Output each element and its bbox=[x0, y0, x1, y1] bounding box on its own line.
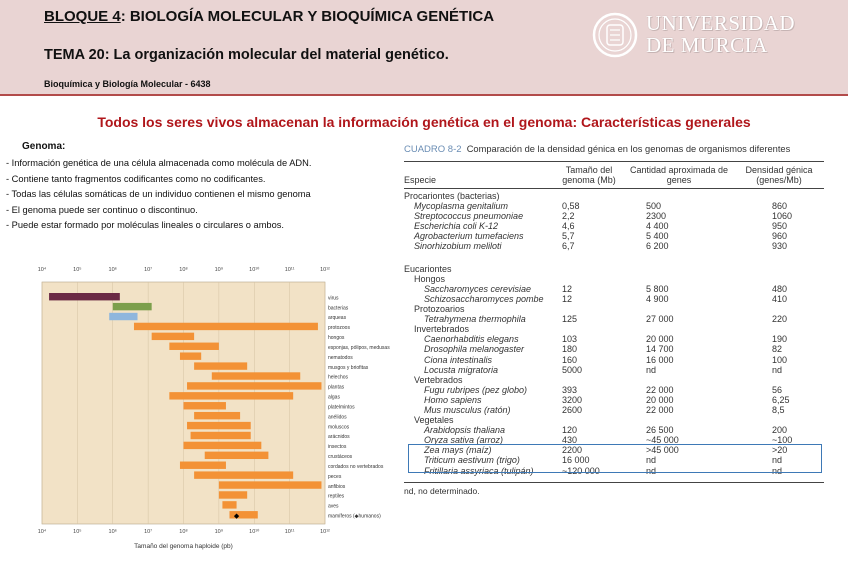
species-cell: Saccharomyces cerevisiae bbox=[424, 283, 532, 294]
value-cell bbox=[624, 324, 734, 334]
value-cell bbox=[554, 324, 624, 334]
chart-category-label: platelmintos bbox=[328, 404, 355, 411]
university-wordmark: UNIVERSIDAD DE MURCIA bbox=[646, 11, 795, 57]
value-cell: 5 400 bbox=[646, 231, 669, 242]
value-cell bbox=[554, 375, 624, 385]
species-cell: Eucariontes bbox=[404, 263, 452, 274]
table-row bbox=[404, 252, 824, 262]
chart-tick-label: 10¹⁰ bbox=[249, 529, 260, 535]
value-cell: 180 bbox=[562, 344, 578, 355]
species-cell: Fugu rubripes (pez globo) bbox=[424, 384, 528, 395]
chart-category-label: anélidos bbox=[328, 414, 347, 421]
value-cell: 860 bbox=[772, 201, 788, 212]
chart-tick-label: 10⁸ bbox=[179, 529, 188, 535]
species-cell: Invertebrados bbox=[414, 324, 470, 335]
species-cell: Triticum aestivum (trigo) bbox=[424, 455, 520, 466]
chart-bar bbox=[184, 442, 262, 449]
value-cell: 6,25 bbox=[772, 394, 790, 405]
value-cell: 8,5 bbox=[772, 404, 785, 415]
university-logo bbox=[592, 10, 842, 66]
value-cell bbox=[734, 189, 824, 202]
table-row bbox=[404, 294, 824, 304]
value-cell: 5000 bbox=[562, 364, 583, 375]
chart-category-label: nematodos bbox=[328, 354, 353, 361]
value-cell bbox=[624, 375, 734, 385]
value-cell: 2600 bbox=[562, 404, 583, 415]
chart-tick-label-top: 10⁸ bbox=[179, 267, 188, 273]
value-cell: 393 bbox=[562, 384, 578, 395]
value-cell: 27 000 bbox=[646, 314, 674, 325]
species-cell bbox=[404, 252, 554, 262]
chart-bar bbox=[169, 392, 293, 399]
species-cell: Ciona intestinalis bbox=[424, 354, 493, 365]
table-footnote: nd, no determinado. bbox=[404, 482, 824, 496]
value-cell bbox=[554, 189, 624, 202]
value-cell: 190 bbox=[772, 334, 788, 345]
value-cell: 125 bbox=[562, 314, 578, 325]
table-row bbox=[404, 231, 824, 241]
chart-bar bbox=[152, 333, 194, 340]
column-header: Especie bbox=[404, 175, 437, 185]
species-cell: Mycoplasma genitalium bbox=[414, 201, 509, 212]
species-cell: Tetrahymena thermophila bbox=[424, 314, 526, 325]
table-row bbox=[404, 201, 824, 211]
value-cell: 480 bbox=[772, 283, 788, 294]
chart-bar bbox=[109, 313, 137, 320]
value-cell bbox=[734, 375, 824, 385]
university-seal-icon bbox=[592, 12, 638, 58]
chart-tick-label: 10⁴ bbox=[37, 529, 47, 535]
value-cell bbox=[554, 262, 624, 274]
value-cell bbox=[734, 304, 824, 314]
chart-bar bbox=[194, 362, 247, 369]
table-row bbox=[404, 405, 824, 415]
value-cell bbox=[554, 274, 624, 284]
value-cell: nd bbox=[646, 364, 657, 375]
value-cell: 16 000 bbox=[562, 455, 590, 466]
chart-bar bbox=[194, 471, 293, 478]
table-row bbox=[404, 425, 824, 435]
column-header: Tamaño del genoma (Mb) bbox=[562, 165, 616, 185]
value-cell: 4 400 bbox=[646, 221, 669, 232]
species-cell: Vegetales bbox=[414, 415, 454, 426]
value-cell: 22 000 bbox=[646, 404, 674, 415]
chart-category-label: moluscos bbox=[328, 424, 350, 431]
chart-category-label: protozoos bbox=[328, 325, 350, 332]
value-cell: 220 bbox=[772, 314, 788, 325]
table-row bbox=[404, 284, 824, 294]
chart-category-label: plantas bbox=[328, 384, 345, 391]
table-row bbox=[404, 324, 824, 334]
human-marker: ◆ bbox=[233, 513, 240, 520]
value-cell: ~100 bbox=[772, 435, 793, 446]
chart-category-label: insectos bbox=[328, 444, 347, 451]
chart-category-label: hongos bbox=[328, 335, 345, 342]
value-cell bbox=[624, 415, 734, 425]
genome-size-chart-svg bbox=[30, 262, 390, 558]
slide-subtitle: Todos los seres vivos almacenan la información genética en el genoma: Características generales bbox=[97, 114, 751, 130]
value-cell bbox=[734, 324, 824, 334]
species-cell: Drosophila melanogaster bbox=[424, 344, 525, 355]
table-row bbox=[404, 355, 824, 365]
chart-bar bbox=[187, 422, 251, 429]
species-cell: Hongos bbox=[414, 273, 446, 284]
asignatura-label: Bioquímica y Biología Molecular - 6438 bbox=[44, 79, 211, 89]
list-item: - Puede estar formado por moléculas lineales o circulares o ambos. bbox=[6, 220, 285, 230]
value-cell: nd bbox=[772, 465, 783, 476]
column-header: Densidad génica (genes/Mb) bbox=[745, 165, 813, 185]
chart-bar bbox=[113, 303, 152, 310]
chart-bar bbox=[180, 462, 226, 469]
chart-tick-label: 10⁷ bbox=[144, 529, 153, 535]
value-cell: 160 bbox=[562, 354, 578, 365]
species-cell: Mus musculus (ratón) bbox=[424, 404, 511, 415]
table-row bbox=[404, 241, 824, 251]
value-cell: 5 800 bbox=[646, 283, 669, 294]
species-cell: Zea mays (maíz) bbox=[424, 445, 492, 456]
chart-category-label: cordados no vertebrados bbox=[328, 463, 384, 470]
chart-category-label: algas bbox=[328, 394, 340, 401]
value-cell: 950 bbox=[772, 221, 788, 232]
chart-x-axis-label: Tamaño del genoma haploide (pb) bbox=[134, 543, 233, 550]
value-cell: 2300 bbox=[646, 211, 667, 222]
bloque-title: BLOQUE 4: BIOLOGÍA MOLECULAR Y BIOQUÍMICA GENÉTICA bbox=[44, 8, 495, 25]
chart-tick-label: 10¹¹ bbox=[284, 529, 295, 535]
value-cell: 100 bbox=[772, 354, 788, 365]
value-cell: 103 bbox=[562, 334, 578, 345]
table-row bbox=[404, 415, 824, 425]
value-cell: nd bbox=[646, 455, 657, 466]
value-cell: 5,7 bbox=[562, 231, 575, 242]
species-cell: Streptococcus pneumoniae bbox=[414, 211, 524, 222]
value-cell: nd bbox=[772, 455, 783, 466]
value-cell: 2200 bbox=[562, 445, 583, 456]
chart-bar bbox=[49, 293, 120, 300]
chart-bar bbox=[212, 372, 300, 379]
table-row bbox=[404, 262, 824, 274]
species-cell: Locusta migratoria bbox=[424, 364, 499, 375]
value-cell: 1060 bbox=[772, 211, 793, 222]
value-cell: 82 bbox=[772, 344, 783, 355]
species-cell: Arabidopsis thaliana bbox=[424, 425, 506, 436]
table-row bbox=[404, 274, 824, 284]
chart-tick-label-top: 10¹⁰ bbox=[249, 267, 260, 273]
chart-bar bbox=[222, 501, 236, 508]
value-cell: 16 000 bbox=[646, 354, 674, 365]
list-item: - Contiene tanto fragmentos codificantes como no codificantes. bbox=[6, 173, 266, 184]
gene-density-table bbox=[404, 144, 824, 496]
table-row bbox=[404, 385, 824, 395]
chart-bar bbox=[219, 491, 247, 498]
value-cell: 0,58 bbox=[562, 201, 580, 212]
chart-bar bbox=[205, 452, 269, 459]
species-cell: Protozoarios bbox=[414, 304, 465, 315]
value-cell: 3200 bbox=[562, 394, 583, 405]
value-cell bbox=[624, 189, 734, 202]
value-cell: 20 000 bbox=[646, 394, 674, 405]
value-cell: 12 bbox=[562, 293, 573, 304]
table-caption: CUADRO 8-2 Comparación de la densidad génica en los genomas de organismos diferentes bbox=[404, 144, 824, 162]
value-cell: 4,6 bbox=[562, 221, 575, 232]
chart-bar bbox=[191, 432, 251, 439]
chart-category-label: musgos y briofitas bbox=[328, 364, 369, 371]
value-cell bbox=[624, 274, 734, 284]
chart-tick-label: 10⁹ bbox=[214, 529, 224, 535]
chart-tick-label-top: 10¹² bbox=[320, 267, 330, 273]
value-cell: 26 500 bbox=[646, 425, 674, 436]
value-cell: 410 bbox=[772, 293, 788, 304]
species-cell: Procariontes (bacterias) bbox=[404, 191, 500, 201]
tema-title: TEMA 20: La organización molecular del material genético. bbox=[44, 47, 449, 63]
chart-tick-label-top: 10⁴ bbox=[37, 267, 47, 273]
value-cell: 20 000 bbox=[646, 334, 674, 345]
species-cell: Schizosaccharomyces pombe bbox=[424, 293, 544, 304]
species-cell: Sinorhizobium meliloti bbox=[414, 241, 502, 252]
value-cell bbox=[554, 304, 624, 314]
value-cell: 500 bbox=[646, 201, 662, 212]
value-cell bbox=[734, 415, 824, 425]
header-band bbox=[0, 0, 848, 96]
value-cell: 200 bbox=[772, 425, 788, 436]
chart-bar bbox=[194, 412, 240, 419]
table-row bbox=[404, 334, 824, 344]
value-cell: >20 bbox=[772, 445, 788, 456]
value-cell: nd bbox=[772, 364, 783, 375]
table-row bbox=[404, 375, 824, 385]
value-cell: ~120 000 bbox=[562, 465, 600, 476]
table-row bbox=[404, 304, 824, 314]
chart-category-label: virus bbox=[328, 295, 339, 302]
value-cell bbox=[624, 304, 734, 314]
density-table bbox=[404, 162, 824, 476]
value-cell: >45 000 bbox=[646, 445, 679, 456]
chart-category-label: peces bbox=[328, 473, 342, 480]
value-cell: 2,2 bbox=[562, 211, 575, 222]
table-row bbox=[404, 395, 824, 405]
chart-tick-label: 10⁶ bbox=[108, 529, 117, 535]
chart-category-label: arqueas bbox=[328, 315, 347, 322]
value-cell: 12 bbox=[562, 283, 573, 294]
chart-tick-label-top: 10⁵ bbox=[73, 267, 82, 273]
table-row bbox=[404, 221, 824, 231]
species-cell: Fritillaria assyriaca (tulipán) bbox=[424, 465, 534, 476]
value-cell: 430 bbox=[562, 435, 578, 446]
species-cell: Agrobacterium tumefaciens bbox=[414, 231, 524, 242]
table-row bbox=[404, 189, 824, 202]
value-cell: 22 000 bbox=[646, 384, 674, 395]
table-row bbox=[404, 344, 824, 354]
value-cell: 6 200 bbox=[646, 241, 669, 252]
genoma-heading: Genoma: bbox=[22, 141, 66, 152]
value-cell bbox=[624, 262, 734, 274]
value-cell bbox=[554, 415, 624, 425]
value-cell: ~45 000 bbox=[646, 435, 679, 446]
table-row bbox=[404, 314, 824, 324]
chart-category-label: aves bbox=[328, 503, 339, 510]
table-row bbox=[404, 211, 824, 221]
genoma-list bbox=[6, 156, 311, 234]
chart-tick-label-top: 10⁷ bbox=[144, 267, 153, 273]
chart-bar bbox=[134, 323, 318, 330]
chart-category-label: reptiles bbox=[328, 493, 345, 500]
chart-category-label: anfibios bbox=[328, 483, 346, 490]
chart-bar bbox=[180, 352, 201, 359]
value-cell: 4 900 bbox=[646, 293, 669, 304]
chart-tick-label: 10¹² bbox=[320, 529, 330, 535]
chart-tick-label-top: 10⁹ bbox=[214, 267, 224, 273]
table-header-row bbox=[404, 162, 824, 189]
chart-bar bbox=[184, 402, 226, 409]
chart-bar bbox=[219, 481, 322, 488]
chart-tick-label-top: 10¹¹ bbox=[284, 267, 295, 273]
value-cell: 14 700 bbox=[646, 344, 674, 355]
chart-tick-label: 10⁵ bbox=[73, 529, 82, 535]
table-row bbox=[404, 365, 824, 375]
value-cell: nd bbox=[646, 465, 657, 476]
column-header: Cantidad aproximada de genes bbox=[629, 165, 729, 185]
chart-category-label: arácnidos bbox=[328, 434, 350, 441]
chart-tick-label-top: 10⁶ bbox=[108, 267, 117, 273]
chart-category-label: esponjas, pólipos, medusas bbox=[328, 344, 390, 351]
genome-size-chart bbox=[30, 262, 390, 558]
value-cell: 6,7 bbox=[562, 241, 575, 252]
value-cell bbox=[554, 252, 624, 262]
species-cell: Oryza sativa (arroz) bbox=[424, 435, 504, 446]
value-cell: 56 bbox=[772, 384, 783, 395]
value-cell bbox=[734, 252, 824, 262]
species-cell: Caenorhabditis elegans bbox=[424, 334, 519, 345]
value-cell: 930 bbox=[772, 241, 788, 252]
species-cell: Vertebrados bbox=[414, 374, 463, 385]
human-mouse-highlight-box bbox=[408, 444, 822, 473]
value-cell: 120 bbox=[562, 425, 578, 436]
list-item: - El genoma puede ser continuo o discontinuo. bbox=[6, 204, 198, 215]
list-item: - Todas las células somáticas de un individuo contienen el mismo genoma bbox=[6, 189, 311, 199]
chart-category-label: helechos bbox=[328, 374, 349, 381]
value-cell bbox=[734, 274, 824, 284]
value-cell bbox=[734, 262, 824, 274]
chart-bar bbox=[169, 343, 219, 350]
chart-bar bbox=[187, 382, 321, 389]
list-item: - Información genética de una célula almacenada como molécula de ADN. bbox=[6, 158, 312, 168]
species-cell: Homo sapiens bbox=[424, 394, 482, 405]
value-cell bbox=[624, 252, 734, 262]
species-cell: Escherichia coli K-12 bbox=[414, 221, 499, 232]
chart-category-label: bacterias bbox=[328, 305, 349, 312]
chart-category-label: crustáceos bbox=[328, 454, 353, 461]
chart-category-label: mamíferos (◆humanos) bbox=[328, 513, 381, 520]
value-cell: 960 bbox=[772, 231, 788, 242]
